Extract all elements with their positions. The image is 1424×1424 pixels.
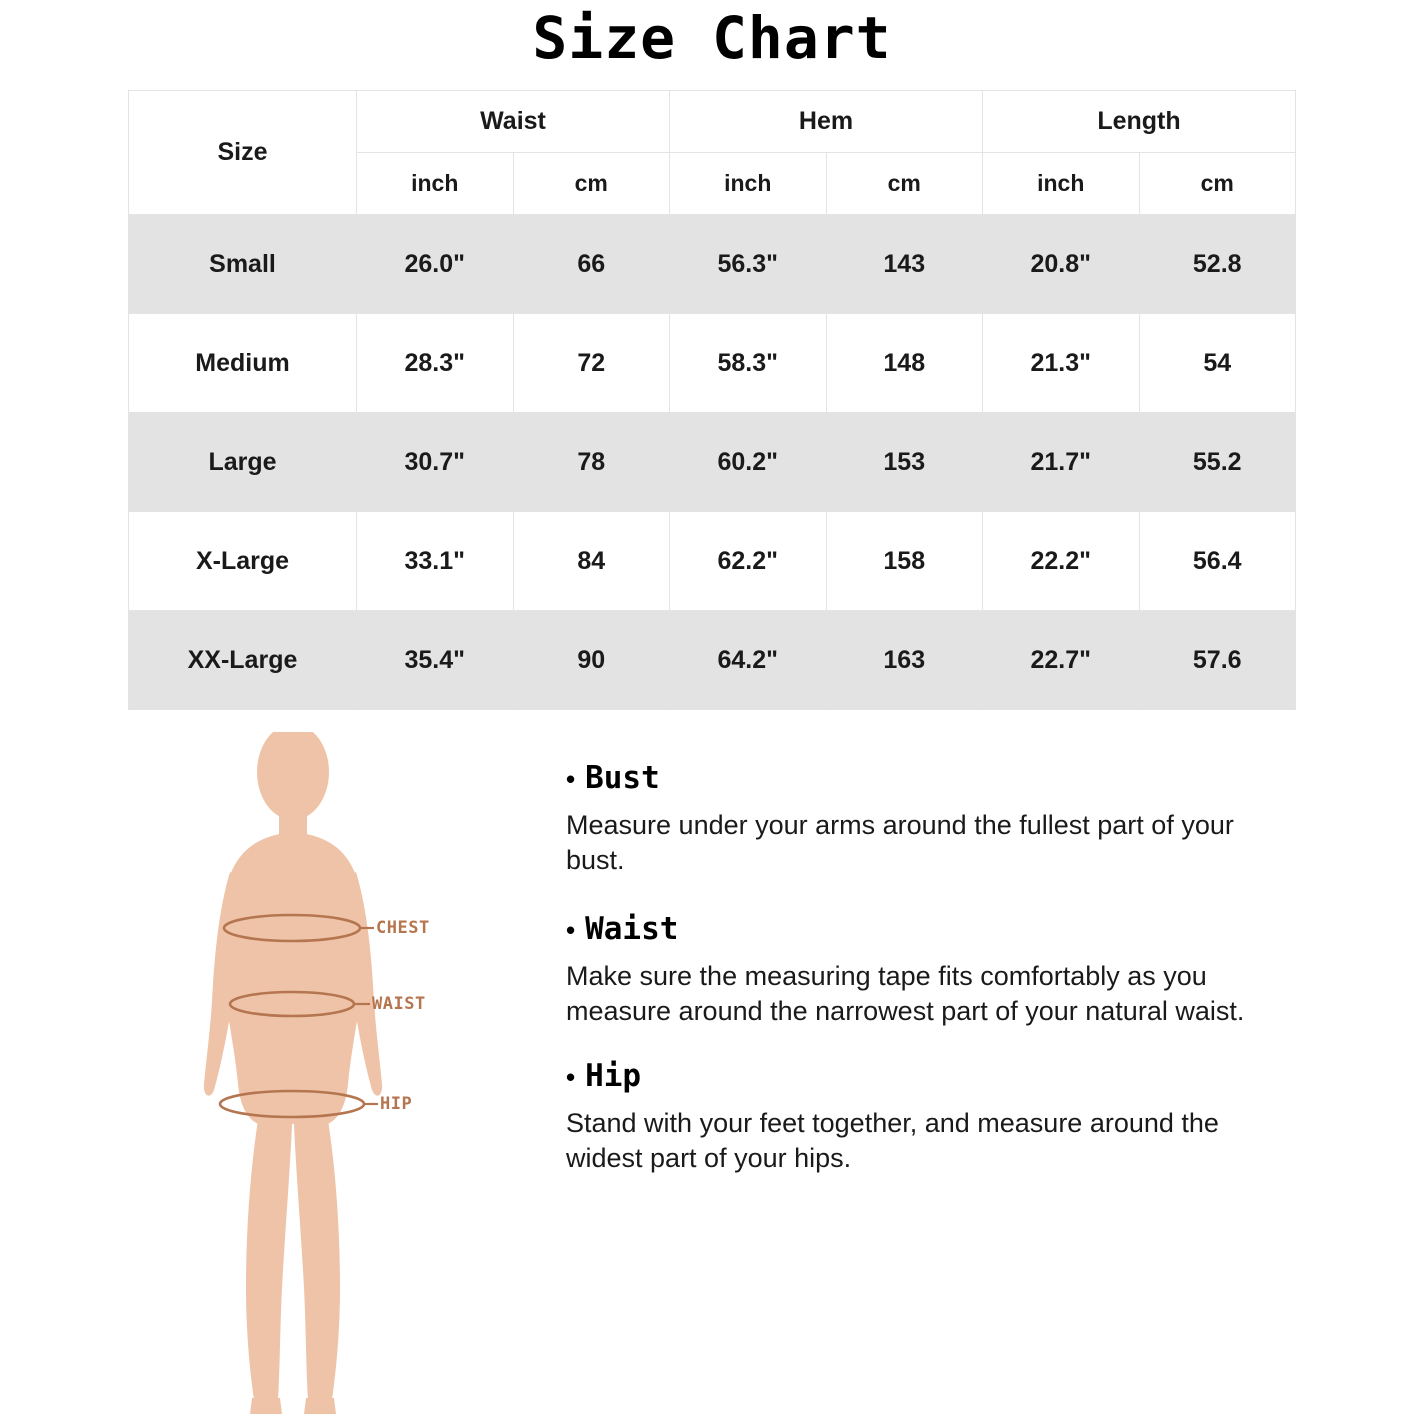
- cell-waist-inch: 35.4": [357, 611, 514, 710]
- cell-hem-cm: 143: [826, 215, 983, 314]
- table-row: [129, 512, 1296, 611]
- header-unit-waist-inch: inch: [357, 153, 514, 215]
- cell-length-cm: 55.2: [1139, 413, 1296, 512]
- cell-length-inch: 22.7": [983, 611, 1140, 710]
- cell-hem-inch: 60.2": [670, 413, 827, 512]
- cell-hem-inch: 64.2": [670, 611, 827, 710]
- table-row: [129, 611, 1296, 710]
- cell-length-inch: 21.3": [983, 314, 1140, 413]
- figure-label-hip: HIP: [380, 1094, 413, 1114]
- header-group-length: Length: [983, 91, 1296, 153]
- page-title: Size Chart: [532, 4, 892, 72]
- cell-hem-inch: 58.3": [670, 314, 827, 413]
- size-table-container: [128, 90, 1296, 710]
- cell-hem-cm: 158: [826, 512, 983, 611]
- header-unit-length-inch: inch: [983, 153, 1140, 215]
- table-row: [129, 314, 1296, 413]
- cell-length-cm: 52.8: [1139, 215, 1296, 314]
- table-row: [129, 215, 1296, 314]
- bullet-icon: •: [566, 1062, 576, 1093]
- cell-hem-cm: 163: [826, 611, 983, 710]
- body-silhouette-icon: [118, 732, 548, 1422]
- cell-length-cm: 56.4: [1139, 512, 1296, 611]
- header-unit-length-cm: cm: [1139, 153, 1296, 215]
- cell-length-cm: 54: [1139, 314, 1296, 413]
- cell-waist-inch: 30.7": [357, 413, 514, 512]
- header-group-waist: Waist: [357, 91, 670, 153]
- table-header-group-row: [129, 91, 1296, 153]
- cell-size: Medium: [129, 314, 357, 413]
- measurement-guide: [0, 732, 1424, 1422]
- female-body-figure: [118, 732, 548, 1422]
- header-unit-hem-inch: inch: [670, 153, 827, 215]
- cell-size: Large: [129, 413, 357, 512]
- header-unit-hem-cm: cm: [826, 153, 983, 215]
- cell-waist-inch: 28.3": [357, 314, 514, 413]
- cell-length-inch: 21.7": [983, 413, 1140, 512]
- size-table: [128, 90, 1296, 710]
- cell-waist-cm: 66: [513, 215, 670, 314]
- measurement-notes: [548, 732, 1306, 1422]
- figure-label-waist: WAIST: [372, 994, 426, 1014]
- bullet-icon: •: [566, 915, 576, 946]
- header-group-hem: Hem: [670, 91, 983, 153]
- cell-length-inch: 22.2": [983, 512, 1140, 611]
- cell-waist-cm: 72: [513, 314, 670, 413]
- cell-size: Small: [129, 215, 357, 314]
- cell-waist-cm: 90: [513, 611, 670, 710]
- cell-length-inch: 20.8": [983, 215, 1140, 314]
- cell-hem-cm: 153: [826, 413, 983, 512]
- note-heading-waist: [566, 911, 1306, 947]
- table-row: [129, 413, 1296, 512]
- bullet-icon: •: [566, 764, 576, 794]
- cell-hem-inch: 62.2": [670, 512, 827, 611]
- note-body-hip: Stand with your feet together, and measure around the widest part of your hips.: [566, 1108, 1219, 1173]
- cell-hem-cm: 148: [826, 314, 983, 413]
- cell-waist-cm: 78: [513, 413, 670, 512]
- cell-hem-inch: 56.3": [670, 215, 827, 314]
- note-heading-hip: [566, 1058, 1306, 1094]
- header-unit-waist-cm: cm: [513, 153, 670, 215]
- cell-waist-cm: 84: [513, 512, 670, 611]
- note-heading-waist-label: Waist: [585, 911, 679, 948]
- cell-waist-inch: 33.1": [357, 512, 514, 611]
- cell-size: XX-Large: [129, 611, 357, 710]
- note-heading-bust-label: Bust: [585, 760, 660, 796]
- cell-length-cm: 57.6: [1139, 611, 1296, 710]
- cell-waist-inch: 26.0": [357, 215, 514, 314]
- note-heading-bust: [566, 760, 1306, 796]
- cell-size: X-Large: [129, 512, 357, 611]
- note-body-bust: Measure under your arms around the fullest part of your bust.: [566, 810, 1234, 875]
- note-heading-hip-label: Hip: [585, 1058, 642, 1095]
- header-size: Size: [129, 91, 357, 215]
- figure-label-chest: CHEST: [376, 918, 430, 938]
- note-body-waist: Make sure the measuring tape fits comfortably as you measure around the narrowest part of your natural waist.: [566, 961, 1245, 1026]
